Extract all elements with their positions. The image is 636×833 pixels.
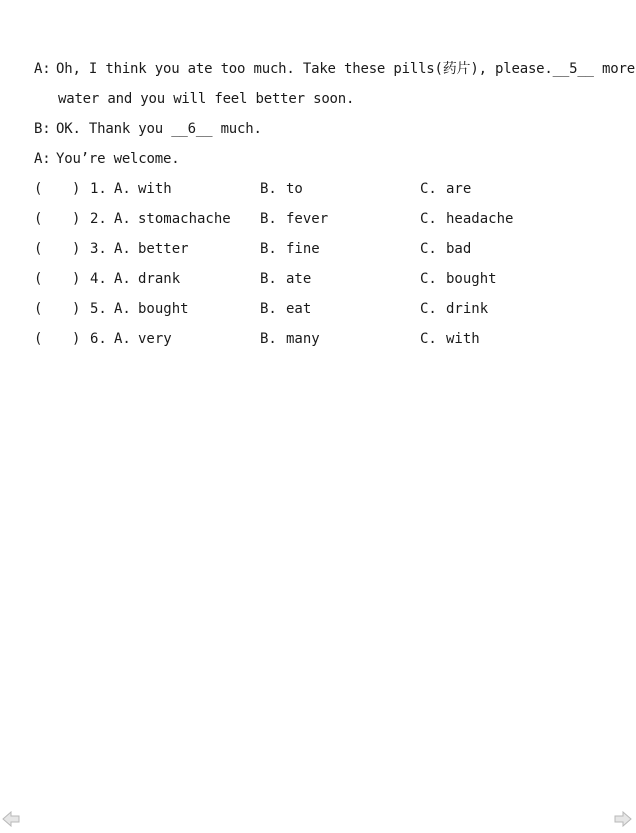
option-c-label: C. (420, 211, 437, 227)
speaker-label: A: (34, 151, 51, 167)
option-c-text: with (446, 331, 480, 347)
option-a-text: better (138, 241, 189, 257)
prev-page-button[interactable] (2, 811, 20, 827)
answer-bracket-close: ) (72, 271, 81, 287)
question-row (34, 330, 614, 348)
option-b-label: B. (260, 301, 277, 317)
option-b-label: B. (260, 181, 277, 197)
option-b-text: fever (286, 211, 329, 227)
speaker-label: B: (34, 121, 51, 137)
option-c-text: drink (446, 301, 489, 317)
answer-bracket-open: ( (34, 331, 43, 347)
option-c-label: C. (420, 331, 437, 347)
option-c-text: are (446, 181, 472, 197)
answer-bracket-close: ) (72, 181, 81, 197)
question-number: 1. (90, 181, 107, 197)
answer-bracket-open: ( (34, 301, 43, 317)
option-a-text: bought (138, 301, 189, 317)
option-b-label: B. (260, 271, 277, 287)
option-a-text: stomachache (138, 211, 231, 227)
option-c-label: C. (420, 301, 437, 317)
answer-bracket-open: ( (34, 181, 43, 197)
option-a-label: A. (114, 271, 131, 287)
option-c-text: bad (446, 241, 472, 257)
option-a-text: with (138, 181, 172, 197)
question-row (34, 270, 614, 288)
speaker-label: A: (34, 61, 51, 77)
next-page-button[interactable] (614, 811, 632, 827)
question-row (34, 240, 614, 258)
option-b-text: ate (286, 271, 312, 287)
option-a-label: A. (114, 181, 131, 197)
dialog-text: OK. Thank you __6__ much. (56, 121, 262, 137)
option-a-label: A. (114, 331, 131, 347)
option-b-label: B. (260, 331, 277, 347)
question-row (34, 180, 614, 198)
question-row (34, 300, 614, 318)
option-a-text: very (138, 331, 172, 347)
arrow-right-icon (614, 811, 632, 827)
answer-bracket-open: ( (34, 241, 43, 257)
dialog-line-a1-continued (58, 90, 354, 108)
arrow-left-icon (2, 811, 20, 827)
answer-bracket-close: ) (72, 241, 81, 257)
option-c-text: headache (446, 211, 514, 227)
option-c-label: C. (420, 241, 437, 257)
answer-bracket-open: ( (34, 271, 43, 287)
option-c-label: C. (420, 271, 437, 287)
question-number: 3. (90, 241, 107, 257)
option-b-text: fine (286, 241, 320, 257)
option-b-label: B. (260, 241, 277, 257)
dialog-text: water and you will feel better soon. (58, 91, 355, 107)
option-c-label: C. (420, 181, 437, 197)
option-b-text: many (286, 331, 320, 347)
dialog-text: You’re welcome. (56, 151, 180, 167)
option-c-text: bought (446, 271, 497, 287)
question-number: 4. (90, 271, 107, 287)
dialog-line-a1 (34, 60, 635, 78)
question-number: 5. (90, 301, 107, 317)
dialog-line-a2 (34, 150, 179, 168)
answer-bracket-close: ) (72, 331, 81, 347)
answer-bracket-open: ( (34, 211, 43, 227)
option-a-label: A. (114, 241, 131, 257)
option-a-label: A. (114, 301, 131, 317)
option-b-text: eat (286, 301, 312, 317)
option-b-label: B. (260, 211, 277, 227)
question-number: 6. (90, 331, 107, 347)
question-row (34, 210, 614, 228)
dialog-text: Oh, I think you ate too much. Take these pills(药片), please.__5__ more (56, 61, 635, 77)
dialog-line-b (34, 120, 262, 138)
option-b-text: to (286, 181, 303, 197)
option-a-label: A. (114, 211, 131, 227)
option-a-text: drank (138, 271, 181, 287)
answer-bracket-close: ) (72, 211, 81, 227)
answer-bracket-close: ) (72, 301, 81, 317)
question-number: 2. (90, 211, 107, 227)
